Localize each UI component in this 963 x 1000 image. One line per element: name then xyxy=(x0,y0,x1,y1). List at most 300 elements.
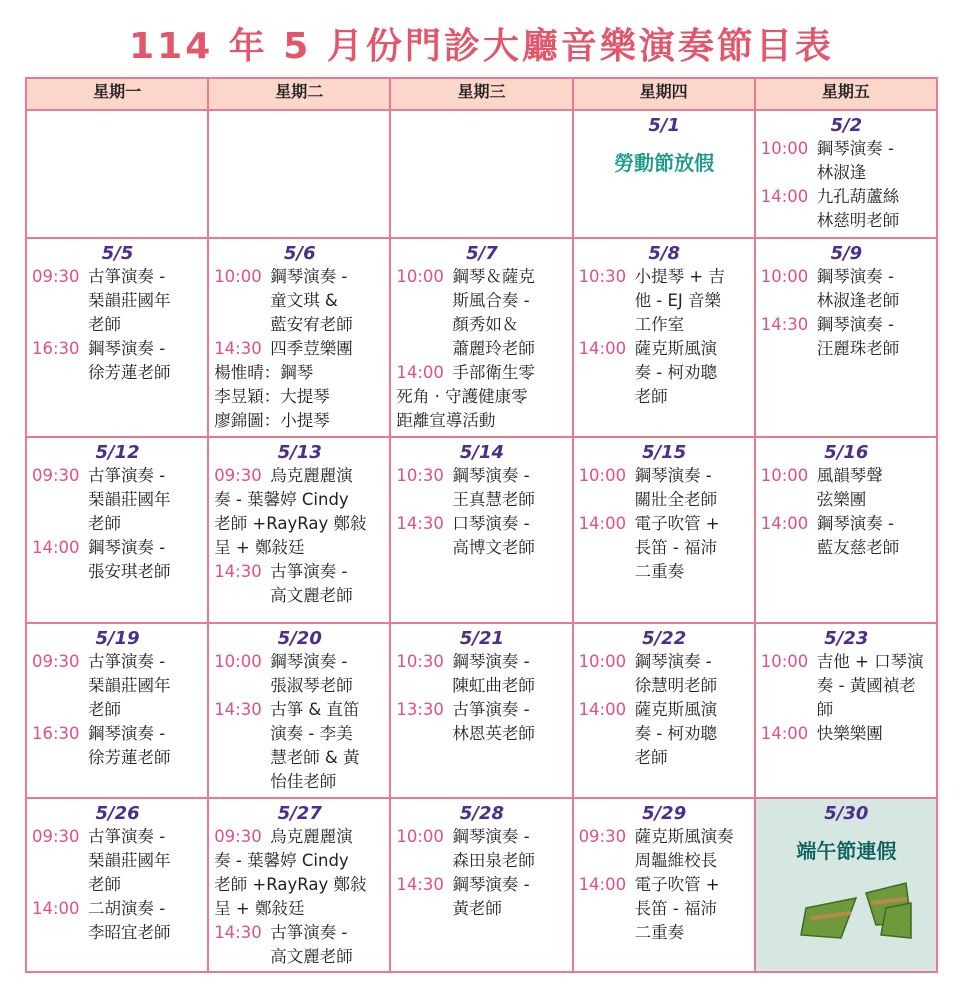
day-cell xyxy=(390,798,572,972)
performance-text: 高文麗老師 xyxy=(270,586,353,605)
day-header: 星期五 xyxy=(755,78,937,110)
time-label: 09:30 xyxy=(578,827,627,846)
performance-text: 風韻琴聲 xyxy=(816,466,883,485)
performance-text: 鋼琴演奏 - xyxy=(452,875,530,894)
schedule-line xyxy=(761,209,932,233)
schedule-line xyxy=(761,698,932,722)
schedule-line xyxy=(761,722,932,746)
time-label: 14:00 xyxy=(578,875,627,894)
performance-text: 黃老師 xyxy=(452,899,502,918)
day-cell xyxy=(208,623,390,798)
schedule-line xyxy=(32,825,203,849)
time-label: 14:30 xyxy=(214,562,262,581)
performance-text: 鋼琴演奏 - xyxy=(452,466,530,485)
schedule-line xyxy=(761,337,932,361)
day-cell xyxy=(26,110,208,238)
performance-text: 鋼琴演奏 - xyxy=(816,139,894,158)
schedule-line xyxy=(32,849,203,873)
date-label: 5/8 xyxy=(648,243,680,264)
date-label: 5/6 xyxy=(283,243,316,264)
schedule-line xyxy=(579,921,750,945)
schedule-line xyxy=(32,921,203,945)
schedule-line xyxy=(214,746,385,770)
performance-text: 鋼琴演奏 - xyxy=(88,724,166,743)
performance-text: 鋼琴演奏 - xyxy=(88,538,166,557)
schedule-line xyxy=(32,698,203,722)
performance-text: 師 xyxy=(816,700,834,719)
schedule-line xyxy=(214,674,385,698)
performance-text: 手部衛生零 xyxy=(452,363,535,382)
performance-text: 電子吹管 + xyxy=(634,875,720,894)
performance-text: 藍安宥老師 xyxy=(270,315,353,334)
schedule-line xyxy=(32,650,203,674)
schedule-line xyxy=(214,897,385,921)
schedule-line xyxy=(214,512,385,536)
schedule-line xyxy=(396,313,567,337)
schedule-line xyxy=(32,265,203,289)
performance-text: 奏 - 葉馨婷 Cindy xyxy=(214,851,349,870)
performance-text: 鋼琴演奏 - xyxy=(634,652,712,671)
performance-text: 楊惟晴：鋼琴 xyxy=(214,363,314,382)
time-label: 10:00 xyxy=(214,652,262,671)
performance-text: 老師 xyxy=(88,315,121,334)
schedule-line xyxy=(214,313,385,337)
performance-text: 古箏演奏 - xyxy=(270,562,348,581)
performance-text: 古箏演奏 - xyxy=(88,652,166,671)
performance-text: 森田泉老師 xyxy=(452,851,535,870)
schedule-line xyxy=(214,337,385,361)
performance-text: 鋼琴演奏 - xyxy=(816,514,894,533)
performance-text: 鋼琴演奏 - xyxy=(452,652,530,671)
performance-text: 弦樂團 xyxy=(816,490,867,509)
date-label: 5/1 xyxy=(648,115,680,136)
schedule-line xyxy=(579,897,750,921)
schedule-line xyxy=(32,722,203,746)
performance-text: 小提琴 + 吉 xyxy=(634,267,725,286)
date-label: 5/22 xyxy=(642,628,687,649)
week-row xyxy=(26,437,937,623)
schedule-line xyxy=(214,385,385,409)
schedule-line xyxy=(32,746,203,770)
schedule-line xyxy=(761,265,932,289)
day-cell xyxy=(208,238,390,437)
performance-text: 老師 xyxy=(88,700,121,719)
performance-text: 古箏演奏 - xyxy=(88,827,166,846)
schedule-line xyxy=(214,265,385,289)
performance-text: 鋼琴＆薩克 xyxy=(452,267,535,286)
performance-text: 琹韻莊國年 xyxy=(88,851,171,870)
performance-text: 老師 xyxy=(88,875,121,894)
time-label: 10:00 xyxy=(396,267,444,286)
performance-text: 奏 - 黃國禎老 xyxy=(816,676,916,695)
performance-text: 長笛 - 福沛 xyxy=(634,538,718,557)
schedule-line xyxy=(32,337,203,361)
schedule-line xyxy=(32,897,203,921)
date-label: 5/30 xyxy=(824,803,869,824)
date-label: 5/16 xyxy=(824,442,869,463)
performance-text: 奏 - 柯劝聰 xyxy=(634,363,718,382)
schedule-line xyxy=(761,289,932,313)
schedule-line xyxy=(214,488,385,512)
schedule-line xyxy=(579,265,750,289)
schedule-line xyxy=(396,265,567,289)
performance-text: 老師 xyxy=(88,514,121,533)
performance-text: 顏秀如＆ xyxy=(452,315,519,334)
performance-text: 張淑琴老師 xyxy=(270,676,353,695)
time-label: 14:00 xyxy=(760,724,809,743)
performance-text: 演奏 - 李美 xyxy=(270,724,353,743)
schedule-line xyxy=(214,409,385,433)
schedule-table xyxy=(25,77,938,973)
time-label: 14:30 xyxy=(214,700,262,719)
holiday-label: 勞動節放假 xyxy=(614,151,715,175)
time-label: 10:30 xyxy=(396,652,444,671)
schedule-line xyxy=(579,746,750,770)
performance-text: 周韞維校長 xyxy=(634,851,718,870)
performance-text: 呈 + 鄭敍廷 xyxy=(214,899,305,918)
schedule-line xyxy=(396,825,567,849)
performance-text: 鋼琴演奏 - xyxy=(816,315,894,334)
schedule-line xyxy=(579,560,750,584)
schedule-line xyxy=(396,536,567,560)
performance-text: 呈 + 鄭敍廷 xyxy=(214,538,305,557)
schedule-line xyxy=(579,722,750,746)
time-label: 14:00 xyxy=(32,538,80,557)
performance-text: 鋼琴演奏 - xyxy=(816,267,894,286)
week-row xyxy=(26,623,937,798)
schedule-line xyxy=(396,289,567,313)
schedule-line xyxy=(32,289,203,313)
day-cell xyxy=(390,110,572,238)
day-header: 星期四 xyxy=(573,78,755,110)
day-cell xyxy=(390,623,572,798)
performance-text: 二重奏 xyxy=(634,923,685,942)
date-label: 5/28 xyxy=(459,803,505,824)
schedule-line xyxy=(32,674,203,698)
schedule-line xyxy=(396,464,567,488)
date-label: 5/23 xyxy=(824,628,869,649)
time-label: 10:30 xyxy=(396,466,444,485)
performance-text: 口琴演奏 - xyxy=(452,514,530,533)
performance-text: 奏 - 柯劝聰 xyxy=(634,724,718,743)
schedule-line xyxy=(32,873,203,897)
performance-text: 林慈明老師 xyxy=(816,211,900,230)
performance-text: 徐芳蓮老師 xyxy=(88,363,171,382)
performance-text: 林恩英老師 xyxy=(452,724,535,743)
schedule-line xyxy=(214,650,385,674)
time-label: 14:30 xyxy=(214,339,262,358)
schedule-line xyxy=(214,536,385,560)
schedule-line xyxy=(32,464,203,488)
time-label: 14:30 xyxy=(396,875,444,894)
performance-text: 他 - EJ 音樂 xyxy=(634,291,722,310)
time-label: 10:00 xyxy=(760,267,809,286)
time-label: 09:30 xyxy=(214,827,262,846)
day-cell xyxy=(755,798,937,972)
time-label: 10:00 xyxy=(760,466,809,485)
date-label: 5/7 xyxy=(466,243,498,264)
schedule-line xyxy=(396,849,567,873)
performance-text: 薩克斯風演 xyxy=(634,700,718,719)
schedule-line xyxy=(396,674,567,698)
schedule-line xyxy=(761,464,932,488)
schedule-line xyxy=(761,137,932,161)
performance-text: 林淑逢老師 xyxy=(816,291,900,310)
week-row xyxy=(26,110,937,238)
time-label: 14:30 xyxy=(396,514,444,533)
day-cell xyxy=(208,437,390,623)
date-label: 5/20 xyxy=(277,628,322,649)
time-label: 14:30 xyxy=(214,923,262,942)
schedule-line xyxy=(579,289,750,313)
performance-text: 鋼琴演奏 - xyxy=(634,466,712,485)
performance-text: 王真慧老師 xyxy=(452,490,535,509)
performance-text: 老師 +RayRay 鄭敍 xyxy=(214,514,367,533)
schedule-line xyxy=(214,722,385,746)
time-label: 10:00 xyxy=(396,827,444,846)
date-label: 5/29 xyxy=(642,803,687,824)
time-label: 09:30 xyxy=(32,652,80,671)
performance-text: 林淑逢 xyxy=(816,163,867,182)
schedule-line xyxy=(579,512,750,536)
schedule-line xyxy=(214,464,385,488)
time-label: 16:30 xyxy=(32,724,80,743)
schedule-line xyxy=(396,361,567,385)
date-label: 5/13 xyxy=(277,442,322,463)
date-label: 5/27 xyxy=(277,803,322,824)
day-header: 星期一 xyxy=(26,78,208,110)
schedule-line xyxy=(214,849,385,873)
day-cell xyxy=(208,110,390,238)
performance-text: 蕭麗玲老師 xyxy=(452,339,535,358)
schedule-line xyxy=(761,536,932,560)
performance-text: 古箏演奏 - xyxy=(270,923,348,942)
date-label: 5/19 xyxy=(95,628,140,649)
time-label: 10:30 xyxy=(578,267,627,286)
time-label: 14:00 xyxy=(760,187,809,206)
date-label: 5/15 xyxy=(642,442,687,463)
day-cell xyxy=(26,238,208,437)
schedule-line xyxy=(396,897,567,921)
date-label: 5/12 xyxy=(95,442,140,463)
day-header: 星期二 xyxy=(208,78,390,110)
schedule-line xyxy=(761,185,932,209)
holiday-label: 端午節連假 xyxy=(796,839,897,863)
performance-text: 九孔葫蘆絲 xyxy=(816,187,900,206)
schedule-line xyxy=(761,674,932,698)
day-cell xyxy=(573,623,755,798)
day-cell xyxy=(573,437,755,623)
performance-text: 鋼琴演奏 - xyxy=(270,652,348,671)
performance-text: 慧老師 & 黃 xyxy=(270,748,360,767)
performance-text: 琹韻莊國年 xyxy=(88,676,171,695)
day-cell xyxy=(755,238,937,437)
performance-text: 汪麗珠老師 xyxy=(816,339,900,358)
date-label: 5/9 xyxy=(830,243,863,264)
day-cell xyxy=(573,238,755,437)
performance-text: 老師 +RayRay 鄭敍 xyxy=(214,875,367,894)
week-row xyxy=(26,798,937,972)
schedule-line xyxy=(214,361,385,385)
performance-text: 關壯全老師 xyxy=(634,490,718,509)
schedule-line xyxy=(32,488,203,512)
performance-text: 陳虹曲老師 xyxy=(452,676,535,695)
schedule-line xyxy=(761,488,932,512)
schedule-line xyxy=(32,512,203,536)
time-label: 14:00 xyxy=(578,339,627,358)
day-cell xyxy=(26,437,208,623)
performance-text: 怡佳老師 xyxy=(270,772,337,791)
performance-text: 工作室 xyxy=(634,315,685,334)
schedule-line xyxy=(579,385,750,409)
schedule-line xyxy=(214,825,385,849)
performance-text: 童文琪 & xyxy=(270,291,338,310)
performance-text: 琹韻莊國年 xyxy=(88,291,171,310)
performance-text: 高文麗老師 xyxy=(270,947,353,966)
performance-text: 老師 xyxy=(634,387,668,406)
day-cell xyxy=(208,798,390,972)
schedule-line xyxy=(214,945,385,969)
date-label: 5/5 xyxy=(101,243,134,264)
performance-text: 徐芳蓮老師 xyxy=(88,748,171,767)
performance-text: 奏 - 葉馨婷 Cindy xyxy=(214,490,349,509)
schedule-line xyxy=(579,361,750,385)
performance-text: 距離宣導活動 xyxy=(396,411,496,430)
time-label: 10:00 xyxy=(760,139,809,158)
performance-text: 烏克麗麗演 xyxy=(270,827,353,846)
performance-text: 廖錦圖：小提琴 xyxy=(214,411,330,430)
time-label: 14:00 xyxy=(760,514,809,533)
day-cell xyxy=(390,437,572,623)
schedule-line xyxy=(579,873,750,897)
day-cell xyxy=(573,798,755,972)
performance-text: 斯風合奏 - xyxy=(452,291,530,310)
schedule-line xyxy=(761,512,932,536)
performance-text: 鋼琴演奏 - xyxy=(88,339,166,358)
schedule-line xyxy=(32,560,203,584)
time-label: 09:30 xyxy=(32,267,80,286)
performance-text: 快樂樂團 xyxy=(816,724,883,743)
performance-text: 四季荳樂團 xyxy=(270,339,353,358)
day-cell xyxy=(26,623,208,798)
time-label: 10:00 xyxy=(578,652,627,671)
schedule-line xyxy=(214,584,385,608)
time-label: 14:00 xyxy=(578,514,627,533)
day-cell xyxy=(755,437,937,623)
schedule-line xyxy=(396,409,567,433)
schedule-line xyxy=(214,873,385,897)
schedule-line xyxy=(579,698,750,722)
date-label: 5/14 xyxy=(459,442,505,463)
time-label: 13:30 xyxy=(396,700,444,719)
schedule-line xyxy=(396,722,567,746)
day-cell xyxy=(390,238,572,437)
performance-text: 長笛 - 福沛 xyxy=(634,899,718,918)
schedule-line xyxy=(579,313,750,337)
performance-text: 死角 · 守護健康零 xyxy=(396,387,528,406)
performance-text: 古箏 & 直笛 xyxy=(270,700,360,719)
performance-text: 高博文老師 xyxy=(452,538,535,557)
schedule-line xyxy=(32,361,203,385)
time-label: 14:00 xyxy=(32,899,80,918)
time-label: 09:30 xyxy=(214,466,262,485)
schedule-line xyxy=(214,921,385,945)
schedule-line xyxy=(396,873,567,897)
schedule-line xyxy=(761,313,932,337)
performance-text: 薩克斯風演 xyxy=(634,339,718,358)
performance-text: 吉他 + 口琴演 xyxy=(816,652,924,671)
performance-text: 李昭宜老師 xyxy=(88,923,171,942)
performance-text: 李昱穎：大提琴 xyxy=(214,387,330,406)
schedule-line xyxy=(214,560,385,584)
schedule-line xyxy=(396,650,567,674)
performance-text: 二重奏 xyxy=(634,562,685,581)
performance-text: 薩克斯風演奏 xyxy=(634,827,734,846)
day-cell xyxy=(26,798,208,972)
schedule-line xyxy=(214,770,385,794)
schedule-line xyxy=(396,488,567,512)
performance-text: 琹韻莊國年 xyxy=(88,490,171,509)
schedule-line xyxy=(761,161,932,185)
time-label: 14:00 xyxy=(578,700,627,719)
performance-text: 鋼琴演奏 - xyxy=(452,827,530,846)
date-label: 5/26 xyxy=(95,803,140,824)
performance-text: 古箏演奏 - xyxy=(88,466,166,485)
day-cell xyxy=(755,110,937,238)
time-label: 10:00 xyxy=(760,652,809,671)
performance-text: 古箏演奏 - xyxy=(88,267,166,286)
time-label: 09:30 xyxy=(32,827,80,846)
performance-text: 老師 xyxy=(634,748,668,767)
performance-text: 烏克麗麗演 xyxy=(270,466,353,485)
time-label: 10:00 xyxy=(214,267,262,286)
schedule-line xyxy=(32,536,203,560)
performance-text: 古箏演奏 - xyxy=(452,700,530,719)
page-title: 114 年 5 月份門診大廳音樂演奏節目表 xyxy=(129,26,834,67)
schedule-line xyxy=(396,512,567,536)
date-label: 5/2 xyxy=(830,115,863,136)
performance-text: 二胡演奏 - xyxy=(88,899,166,918)
date-label: 5/21 xyxy=(459,628,505,649)
schedule-line xyxy=(396,698,567,722)
performance-text: 藍友慈老師 xyxy=(816,538,900,557)
schedule-line xyxy=(579,849,750,873)
schedule-line xyxy=(396,385,567,409)
rice-dumpling-icon xyxy=(761,863,932,933)
performance-text: 徐慧明老師 xyxy=(634,676,718,695)
schedule-line xyxy=(579,337,750,361)
schedule-line xyxy=(214,289,385,313)
schedule-line xyxy=(579,488,750,512)
day-cell xyxy=(573,110,755,238)
schedule-line xyxy=(214,698,385,722)
time-label: 09:30 xyxy=(32,466,80,485)
time-label: 10:00 xyxy=(578,466,627,485)
performance-text: 電子吹管 + xyxy=(634,514,720,533)
schedule-line xyxy=(579,536,750,560)
schedule-line xyxy=(396,337,567,361)
schedule-line xyxy=(761,650,932,674)
schedule-line xyxy=(579,650,750,674)
time-label: 14:30 xyxy=(760,315,809,334)
week-row xyxy=(26,238,937,437)
time-label: 14:00 xyxy=(396,363,444,382)
performance-text: 張安琪老師 xyxy=(88,562,171,581)
schedule-line xyxy=(579,464,750,488)
performance-text: 鋼琴演奏 - xyxy=(270,267,348,286)
schedule-line xyxy=(579,825,750,849)
schedule-line xyxy=(32,313,203,337)
